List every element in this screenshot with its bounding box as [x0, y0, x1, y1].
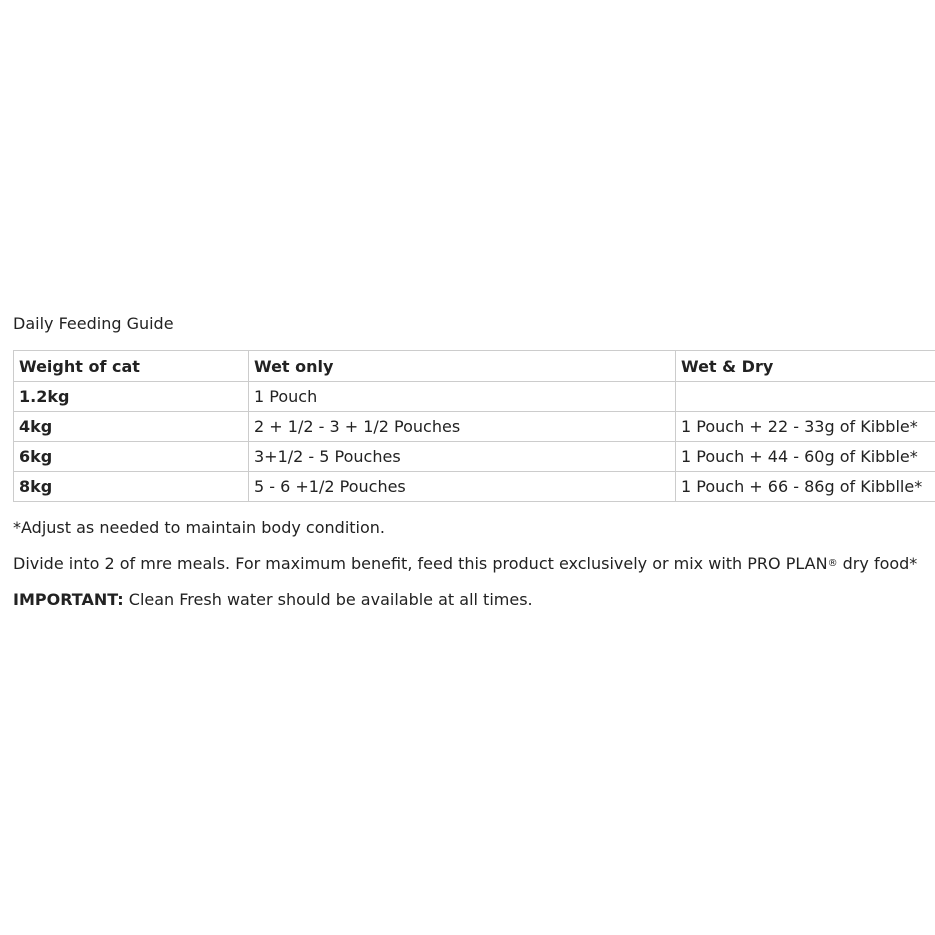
table-row: [14, 472, 935, 502]
important-label: IMPORTANT:: [13, 590, 124, 609]
divide-note-text: Divide into 2 of mre meals. For maximum benefit, feed this product exclusively or mix with PRO PLAN: [13, 554, 828, 573]
header-wet-only: Wet only: [249, 351, 676, 382]
feeding-guide: [13, 313, 935, 611]
table-row: [14, 382, 935, 412]
cell-wet-only: 1 Pouch: [249, 382, 676, 412]
feeding-table: [13, 350, 935, 502]
cell-wet-only: 5 - 6 +1/2 Pouches: [249, 472, 676, 502]
divide-note: [13, 553, 935, 575]
cell-wet-dry: 1 Pouch + 22 - 33g of Kibble*: [676, 412, 935, 442]
header-wet-dry: Wet & Dry: [676, 351, 935, 382]
cell-weight: 1.2kg: [14, 382, 249, 412]
registered-mark: ®: [827, 558, 838, 569]
important-note: [13, 589, 935, 611]
cell-wet-dry: [676, 382, 935, 412]
feeding-guide-title: Daily Feeding Guide: [13, 314, 174, 333]
table-row: [14, 412, 935, 442]
cell-weight: 6kg: [14, 442, 249, 472]
important-text: Clean Fresh water should be available at all times.: [123, 590, 533, 609]
cell-wet-dry: 1 Pouch + 66 - 86g of Kibblle*: [676, 472, 935, 502]
header-weight: Weight of cat: [14, 351, 249, 382]
cell-wet-only: 2 + 1/2 - 3 + 1/2 Pouches: [249, 412, 676, 442]
adjust-note: *Adjust as needed to maintain body condition.: [13, 518, 385, 537]
divide-note-tail: dry food*: [837, 554, 918, 573]
table-header-row: [14, 351, 935, 382]
cell-weight: 4kg: [14, 412, 249, 442]
table-row: [14, 442, 935, 472]
cell-wet-dry: 1 Pouch + 44 - 60g of Kibble*: [676, 442, 935, 472]
cell-weight: 8kg: [14, 472, 249, 502]
cell-wet-only: 3+1/2 - 5 Pouches: [249, 442, 676, 472]
